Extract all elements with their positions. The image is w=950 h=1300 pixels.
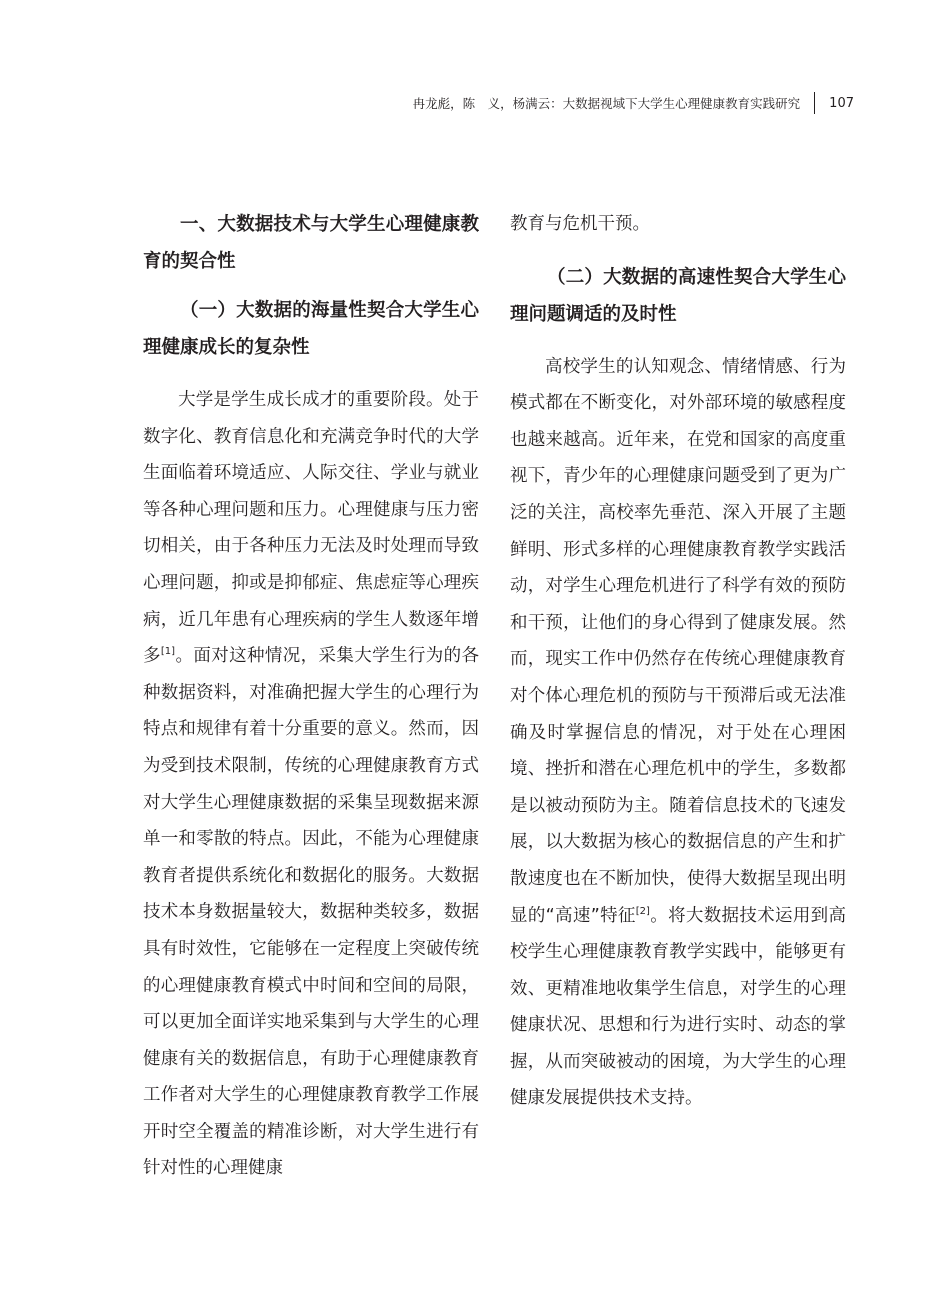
subsection-heading-2: （二）大数据的高速性契合大学生心理问题调适的及时性: [510, 266, 846, 325]
citation-1[interactable]: [1]: [160, 646, 176, 658]
page-number: 107: [829, 95, 854, 111]
section-heading: 一、大数据技术与大学生心理健康教育的契合性: [143, 214, 479, 272]
paragraph-text: 。面对这种情况，采集大学生行为的各种数据资料，对准确把握大学生的心理行为特点和规律有着十分重要的意义。然而，因为受到技术限制，传统的心理健康教育方式对大学生心理健康数据的采集呈现数据来源单一和零散的特点。因此，不能为心理健康教育者提供系统化和数据化的服务。大数据技术本身数据量较大，数据种类较多，数据具有时效性，它能够在一定程度上突破传统的心理健康教育模式中时间和空间的局限，可以更加全面详实地采集到与大学生的心理健康有关的数据信息，有助于心理健康教育工作者对大学生的心理健康教育教学工作展开时空全覆盖的精准诊断，对大学生进行有针对性的心理健康: [143, 646, 480, 1179]
right-column: [510, 206, 846, 1117]
running-header: [413, 92, 854, 114]
body-paragraph-2: [510, 349, 846, 1117]
subsection-heading-1: （一）大数据的海量性契合大学生心理健康成长的复杂性: [143, 300, 479, 358]
paragraph-text: 大学是学生成长成才的重要阶段。处于数字化、教育信息化和充满竞争时代的大学生面临着环境适应、人际交往、学业与就业等各种心理问题和压力。心理健康与压力密切相关，由于各种压力无法及时处理而导致心理问题，抑或是抑郁症、焦虑症等心理疾病，近几年患有心理疾病的学生人数逐年增多: [143, 390, 479, 667]
citation-2[interactable]: [2]: [635, 905, 650, 917]
paragraph-text: 高校学生的认知观念、情绪情感、行为模式都在不断变化，对外部环境的敏感程度也越来越高。近年来，在党和国家的高度重视下，青少年的心理健康问题受到了更为广泛的关注，高校率先垂范、深入开展了主题鲜明、形式多样的心理健康教育教学实践活动，对学生心理危机进行了科学有效的预防和干预，让他们的身心得到了健康发展。然而，现实工作中仍然存在传统心理健康教育对个体心理危机的预防与干预滞后或无法准确及时掌握信息的情况，对于处在心理困境、挫折和潜在心理危机中的学生，多数都是以被动预防为主。随着信息技术的飞速发展，以大数据为核心的数据信息的产生和扩散速度也在不断加快，使得大数据呈现出明显的“高速”特征: [510, 356, 846, 926]
continuation-text: 教育与危机干预。: [510, 214, 650, 234]
left-column: [143, 206, 479, 1187]
running-title: 冉龙彪，陈 义，杨满云：大数据视域下大学生心理健康教育实践研究: [412, 96, 801, 111]
body-paragraph-1: [143, 382, 479, 1187]
header-divider: [814, 92, 815, 114]
paragraph-text: 。将大数据技术运用到高校学生心理健康教育教学实践中，能够更有效、更精准地收集学生信息，对学生的心理健康状况、思想和行为进行实时、动态的掌握，从而突破被动的困境，为大学生的心理健康发展提供技术支持。: [510, 905, 847, 1109]
